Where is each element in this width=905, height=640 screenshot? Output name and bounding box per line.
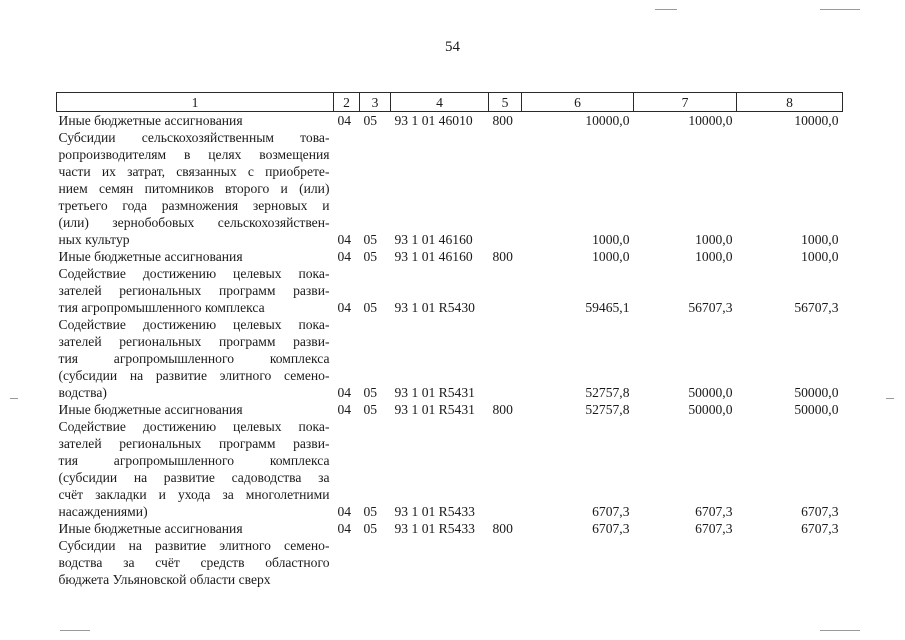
header-row xyxy=(57,93,843,112)
cell-amount-1: 1000,0 xyxy=(592,232,630,247)
cell-subsection: 05 xyxy=(363,113,378,128)
table-row xyxy=(57,401,843,418)
cell-amount-3: 1000,0 xyxy=(801,249,839,264)
scan-speck xyxy=(820,9,860,10)
cell-amount-1: 59465,1 xyxy=(585,300,630,315)
cell-amount-2: 1000,0 xyxy=(695,232,733,247)
table-body xyxy=(57,112,843,589)
cell-name-line: Содействие достижению целевых пока- xyxy=(58,419,330,434)
cell-name-line: ропроизводителям в целях возмещения xyxy=(58,147,330,162)
cell-section: 04 xyxy=(337,113,352,128)
cell-subsection xyxy=(360,537,391,588)
cell-name-line: тия агропромышленного комплекса xyxy=(58,300,265,315)
cell-target-article: 93 1 01 R5433 xyxy=(394,521,475,536)
cell-subsection: 05 xyxy=(363,504,378,519)
cell-name-line: Содействие достижению целевых пока- xyxy=(58,317,330,332)
header-col-7: 7 xyxy=(634,93,737,112)
cell-target-article: 93 1 01 46160 xyxy=(394,232,473,247)
scan-speck xyxy=(886,398,894,399)
cell-amount-2: 10000,0 xyxy=(688,113,733,128)
cell-name-line: насаждениями) xyxy=(58,504,148,519)
cell-amount-3: 50000,0 xyxy=(794,385,839,400)
header-col-4: 4 xyxy=(391,93,489,112)
cell-name-line: зателей региональных программ разви- xyxy=(58,436,330,451)
cell-target-article: 93 1 01 46010 xyxy=(394,113,473,128)
cell-amount-2 xyxy=(634,537,737,588)
cell-name-line: зателей региональных программ разви- xyxy=(58,283,330,298)
cell-amount-1: 10000,0 xyxy=(585,113,630,128)
cell-name-line: тия агропромышленного комплекса xyxy=(58,351,330,366)
cell-amount-2: 56707,3 xyxy=(688,300,733,315)
cell-name-line: нием семян питомников второго и (или) xyxy=(58,181,330,196)
cell-target-article xyxy=(391,537,489,588)
header-col-8: 8 xyxy=(737,93,843,112)
cell-amount-2: 50000,0 xyxy=(688,402,733,417)
header-col-3: 3 xyxy=(360,93,391,112)
cell-amount-1: 6707,3 xyxy=(592,504,630,519)
cell-subsection: 05 xyxy=(363,402,378,417)
cell-expense-type: 800 xyxy=(492,521,513,536)
cell-amount-2: 6707,3 xyxy=(695,504,733,519)
cell-name-line: (или) зернобобовых сельскохозяйствен- xyxy=(58,215,330,230)
scan-speck xyxy=(655,9,677,10)
cell-name-line: зателей региональных программ разви- xyxy=(58,334,330,349)
table-row xyxy=(57,537,843,588)
cell-name-line: ных культур xyxy=(58,232,130,247)
cell-section: 04 xyxy=(337,232,352,247)
cell-amount-3: 1000,0 xyxy=(801,232,839,247)
cell-subsection: 05 xyxy=(363,300,378,315)
cell-subsection: 05 xyxy=(363,385,378,400)
cell-subsection: 05 xyxy=(363,249,378,264)
cell-target-article: 93 1 01 R5433 xyxy=(394,504,475,519)
cell-section: 04 xyxy=(337,385,352,400)
cell-expense-type: 800 xyxy=(492,113,513,128)
cell-subsection: 05 xyxy=(363,232,378,247)
cell-name-line: тия агропромышленного комплекса xyxy=(58,453,330,468)
cell-subsection: 05 xyxy=(363,521,378,536)
cell-target-article: 93 1 01 R5430 xyxy=(394,300,475,315)
cell-name xyxy=(57,537,334,588)
cell-amount-1: 52757,8 xyxy=(585,402,630,417)
cell-amount-3: 50000,0 xyxy=(794,402,839,417)
cell-name: Иные бюджетные ассигнования xyxy=(58,249,243,264)
cell-amount-1: 52757,8 xyxy=(585,385,630,400)
cell-amount-3: 10000,0 xyxy=(794,113,839,128)
header-col-5: 5 xyxy=(489,93,522,112)
cell-expense-type: 800 xyxy=(492,249,513,264)
cell-name-line: Субсидии сельскохозяйственным това- xyxy=(58,130,330,145)
cell-amount-3: 6707,3 xyxy=(801,504,839,519)
cell-target-article: 93 1 01 46160 xyxy=(394,249,473,264)
cell-name-line: третьего года размножения зерновых и xyxy=(58,198,330,213)
cell-expense-type xyxy=(489,265,522,316)
page-number: 54 xyxy=(445,39,460,55)
cell-amount-3: 56707,3 xyxy=(794,300,839,315)
header-col-2: 2 xyxy=(334,93,360,112)
table-row xyxy=(57,418,843,520)
cell-name-line: водства за счёт средств областного xyxy=(58,555,330,570)
table-row xyxy=(57,112,843,130)
cell-name: Иные бюджетные ассигнования xyxy=(58,521,243,536)
cell-name xyxy=(57,265,334,316)
budget-table xyxy=(56,92,843,588)
cell-amount-3: 6707,3 xyxy=(801,521,839,536)
cell-amount-2: 6707,3 xyxy=(695,521,733,536)
cell-name: Иные бюджетные ассигнования xyxy=(58,402,243,417)
cell-expense-type xyxy=(489,129,522,248)
cell-target-article: 93 1 01 R5431 xyxy=(394,385,475,400)
cell-name-line: части их затрат, связанных с приобрете- xyxy=(58,164,330,179)
cell-section: 04 xyxy=(337,249,352,264)
cell-name: Иные бюджетные ассигнования xyxy=(58,113,243,128)
cell-name-line: счёт закладки и ухода за многолетними xyxy=(58,487,330,502)
cell-expense-type xyxy=(489,316,522,401)
header-col-1: 1 xyxy=(57,93,334,112)
cell-target-article: 93 1 01 R5431 xyxy=(394,402,475,417)
cell-name-line: водства) xyxy=(58,385,107,400)
scan-speck xyxy=(10,398,18,399)
table-row xyxy=(57,265,843,316)
table-row xyxy=(57,248,843,265)
cell-name-line: (субсидии на развитие элитного семено- xyxy=(58,368,330,383)
cell-amount-1: 6707,3 xyxy=(592,521,630,536)
table-header xyxy=(57,93,843,112)
cell-amount-1: 1000,0 xyxy=(592,249,630,264)
cell-expense-type: 800 xyxy=(492,402,513,417)
scan-speck xyxy=(820,630,860,631)
cell-name xyxy=(57,316,334,401)
scan-speck xyxy=(60,630,90,631)
cell-amount-3 xyxy=(737,537,843,588)
cell-name-line: Содействие достижению целевых пока- xyxy=(58,266,330,281)
table-row xyxy=(57,316,843,401)
cell-section: 04 xyxy=(337,504,352,519)
table-row xyxy=(57,129,843,248)
cell-section xyxy=(334,537,360,588)
cell-name xyxy=(57,129,334,248)
cell-expense-type xyxy=(489,418,522,520)
cell-amount-2: 50000,0 xyxy=(688,385,733,400)
cell-amount-1 xyxy=(522,537,634,588)
cell-expense-type xyxy=(489,537,522,588)
cell-name xyxy=(57,418,334,520)
table-row xyxy=(57,520,843,537)
cell-name-line: бюджета Ульяновской области сверх xyxy=(58,572,271,587)
cell-section: 04 xyxy=(337,402,352,417)
cell-section: 04 xyxy=(337,521,352,536)
header-col-6: 6 xyxy=(522,93,634,112)
cell-name-line: Субсидии на развитие элитного семено- xyxy=(58,538,330,553)
cell-amount-2: 1000,0 xyxy=(695,249,733,264)
cell-section: 04 xyxy=(337,300,352,315)
cell-name-line: (субсидии на развитие садоводства за xyxy=(58,470,330,485)
